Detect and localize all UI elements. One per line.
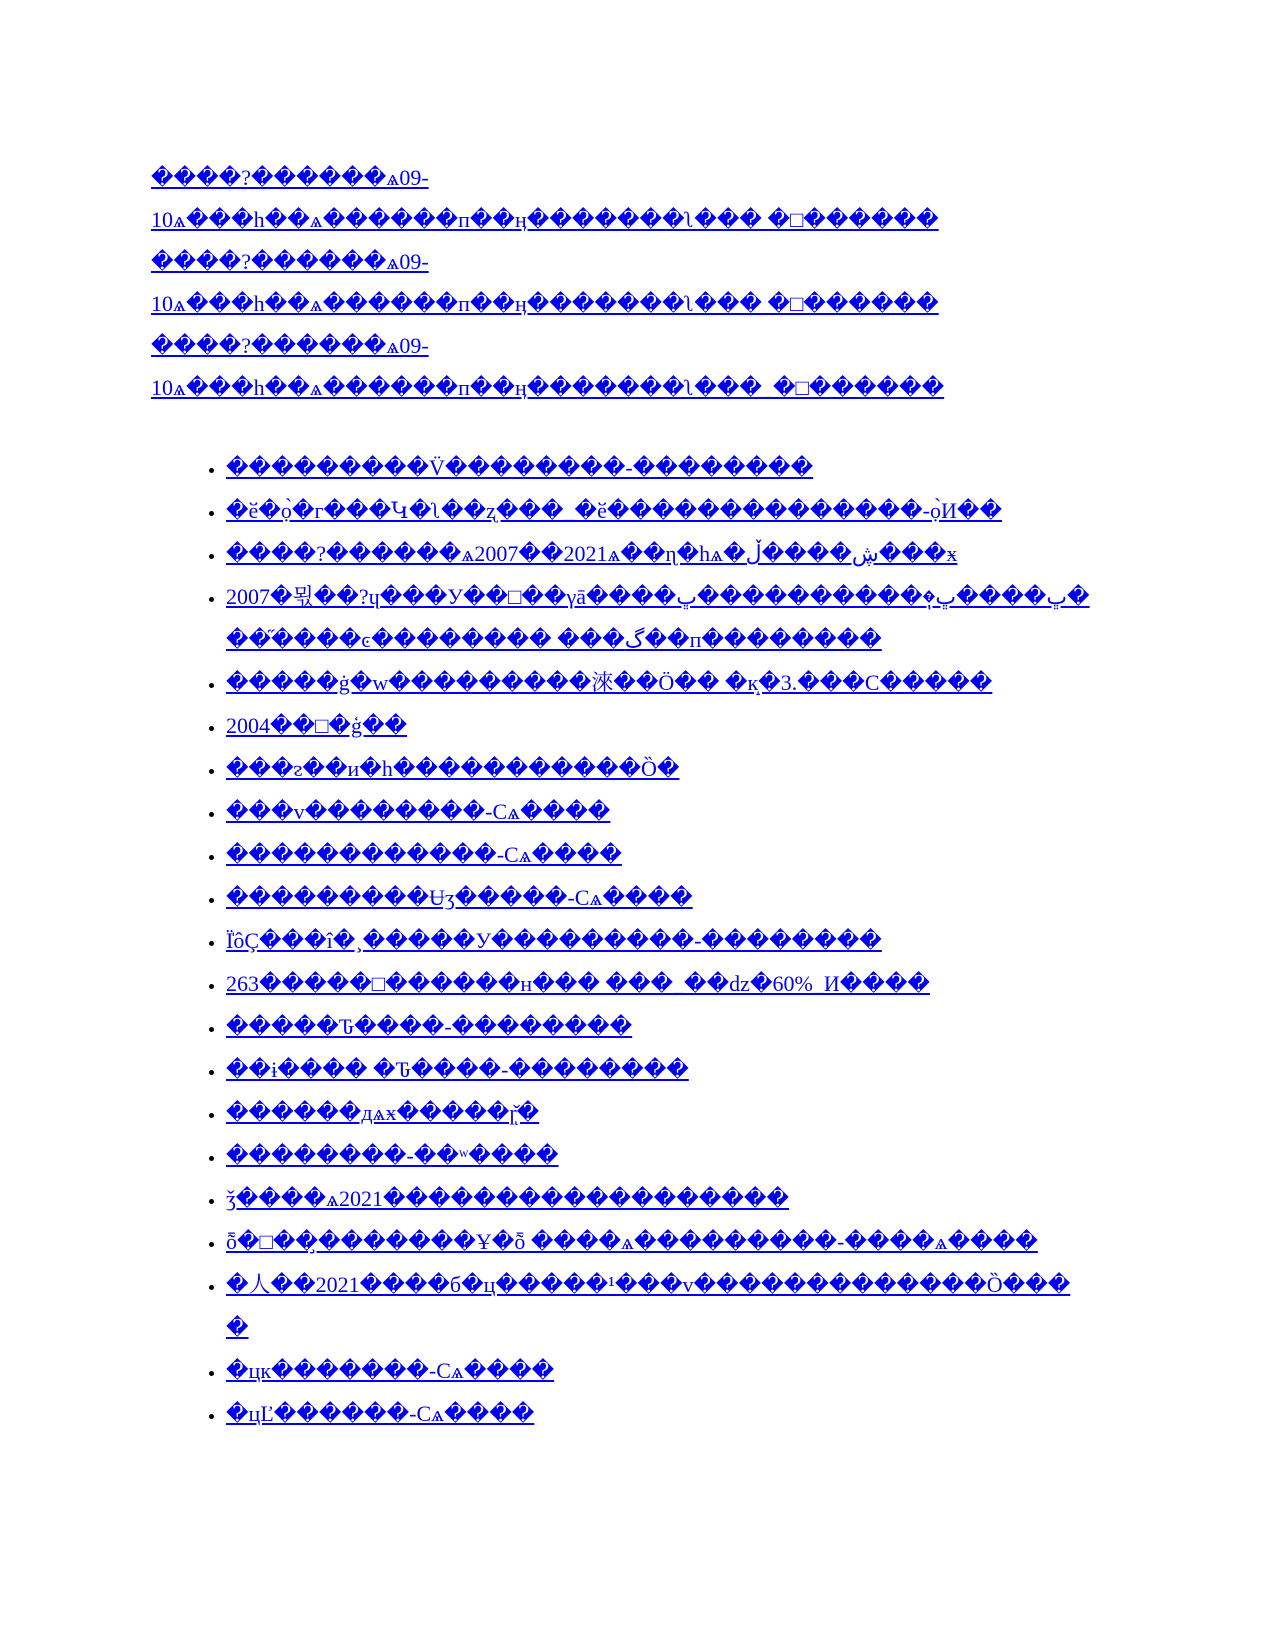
list-link[interactable]: Ϊ̍ôÇ���î�¸�����У���������-�������� (226, 928, 882, 953)
list-item (226, 704, 1186, 747)
list-link[interactable]: ��ɨ���� �Ԏ����-�������� (226, 1057, 689, 1082)
list-link[interactable]: �цк�������-Сѧ���� (226, 1358, 555, 1383)
list-link[interactable]: ���������V̈��������-�������� (226, 455, 814, 480)
list-link[interactable]: ǯ����ѧ2021������������������ (226, 1186, 790, 1211)
list-link[interactable]: ���v��������-Сѧ���� (226, 799, 611, 824)
list-item (226, 919, 1186, 962)
list-link[interactable]: ���ᴤ��и�h�����������Ȍ� (226, 756, 680, 781)
list-link[interactable]: ȭ�□��̧�������Ұ�ȭ ����ѧ���������-����ѧ���� (226, 1229, 1038, 1254)
list-item (226, 962, 1186, 1005)
list-item (226, 833, 1186, 876)
header-link-1-line-2[interactable]: 10ѧ���h��ѧ������п��ӊ�������ʅ��� �□������ (151, 207, 939, 232)
list-item (226, 446, 1186, 489)
header-links (151, 157, 1021, 409)
list-item (226, 1349, 1186, 1392)
list-item (226, 1220, 1186, 1263)
list-item (226, 1134, 1186, 1177)
list-link[interactable]: �ӗ�ọ̀�г���Կ�ʅ��ʐ���_�ӗ��������������-ọ̀И�� (226, 498, 1003, 523)
list-link[interactable]: �����Ԏ����-�������� (226, 1014, 633, 1039)
list-item (226, 1263, 1186, 1349)
list-link[interactable]: �����ġ�w���������淶��Ö�� �к̝�3.���С����� (226, 670, 993, 695)
list-link[interactable]: 2007�뫿��?ɥ���У��□��γā����ڀ����ڀ�ٖ����������ڀ� ��֞����ͼ�������� ���گ��п�������� (226, 584, 1090, 652)
header-link-3-line-2[interactable]: 10ѧ���h��ѧ������п��ӊ�������ʅ���_�□������ (151, 375, 945, 400)
list-item (226, 661, 1186, 704)
list-item (226, 532, 1186, 575)
list-item (226, 1005, 1186, 1048)
list-item (226, 876, 1186, 919)
list-item (226, 790, 1186, 833)
list-link[interactable]: ��������-��ʷ���� (226, 1143, 559, 1168)
link-list (180, 446, 1186, 1435)
list-link[interactable]: ���������Ʉʒ�����-Сѧ���� (226, 885, 693, 910)
list-link[interactable]: �цĽ������-Сѧ���� (226, 1401, 535, 1426)
list-link[interactable]: 2004��□�ģ�� (226, 713, 408, 738)
header-link-1-line-1[interactable]: ����?������ѧ09- (151, 165, 429, 190)
list-link[interactable]: ����?������ѧ2007��2021ѧ��ɳ�hѧ�ڜ����ڵ���ӿ (226, 541, 958, 566)
list-item (226, 575, 1186, 661)
list-item (226, 1091, 1186, 1134)
list-link[interactable]: ������дѧӿ�����ɼ̌ͅ� (226, 1100, 540, 1125)
list-item (226, 489, 1186, 532)
header-link-2-line-1[interactable]: ����?������ѧ09- (151, 249, 429, 274)
list-item (226, 1177, 1186, 1220)
list-link[interactable]: 263�����□������н��� ���_��dz�60%_И���� (226, 971, 930, 996)
list-link[interactable]: �人��2021����б�ц�����¹���v�������������Ȍ��� � (226, 1272, 1071, 1340)
header-link-2-line-2[interactable]: 10ѧ���h��ѧ������п��ӊ�������ʅ��� �□������ (151, 291, 939, 316)
list-item (226, 1392, 1186, 1435)
header-link-3-line-1[interactable]: ����?������ѧ09- (151, 333, 429, 358)
list-link[interactable]: ������������-Сѧ���� (226, 842, 622, 867)
list-item (226, 747, 1186, 790)
list-item (226, 1048, 1186, 1091)
